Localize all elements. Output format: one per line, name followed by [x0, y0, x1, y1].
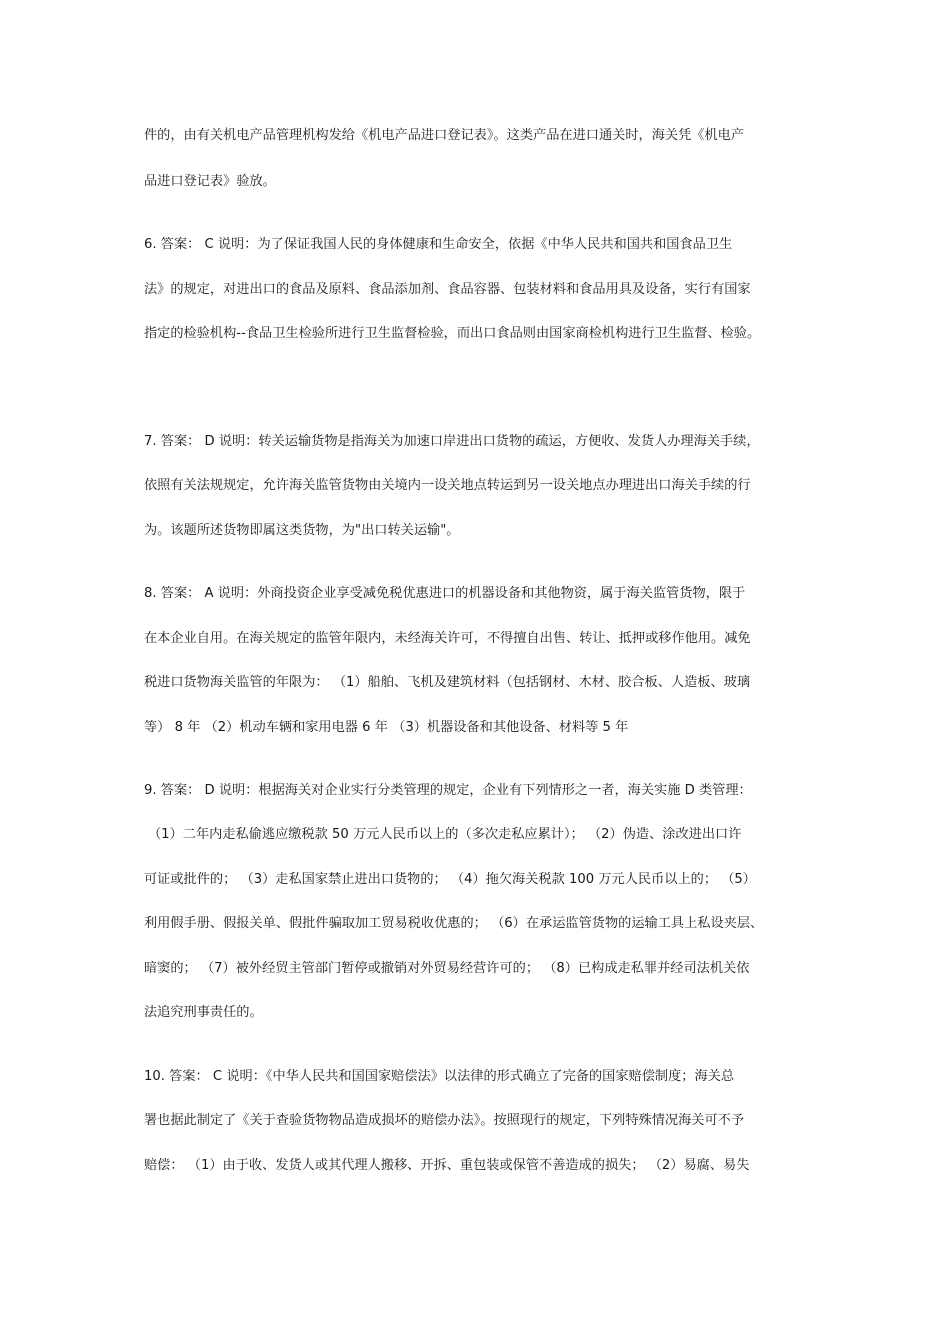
- text-line: 署也据此制定了《关于查验货物物品造成损坏的赔偿办法》。按照现行的规定，下列特殊情况海关可不予: [144, 1113, 745, 1128]
- text-line: 法追究刑事责任的。: [144, 1005, 263, 1020]
- text-line: 赔偿： （1）由于收、发货人或其代理人搬移、开拆、重包装或保管不善造成的损失； （2）易腐、易失: [144, 1158, 750, 1173]
- text-line: （1）二年内走私偷逃应缴税款 50 万元人民币以上的（多次走私应累计）； （2）伪造、涂改进出口许: [148, 827, 742, 842]
- text-line: 暗窦的； （7）被外经贸主管部门暂停或撤销对外贸易经营许可的； （8）已构成走私罪并经司法机关依: [144, 961, 750, 976]
- text-line: 件的，由有关机电产品管理机构发给《机电产品进口登记表》。这类产品在进口通关时，海关凭《机电产: [144, 128, 745, 143]
- text-line: 等） 8 年 （2）机动车辆和家用电器 6 年 （3）机器设备和其他设备、材料等 5 年: [144, 720, 629, 735]
- text-line: 为。该题所述货物即属这类货物，为"出口转关运输"。: [144, 523, 460, 538]
- text-line: 依照有关法规规定，允许海关监管货物由关境内一设关地点转运到另一设关地点办理进出口海关手续的行: [144, 478, 751, 493]
- text-line: 品进口登记表》验放。: [144, 174, 276, 189]
- text-line: 法》的规定，对进出口的食品及原料、食品添加剂、食品容器、包装材料和食品用具及设备，实行有国家: [144, 282, 751, 297]
- answer-10-line: 10. 答案： C 说明：《中华人民共和国国家赔偿法》以法律的形式确立了完备的国家赔偿制度；海关总: [144, 1069, 735, 1084]
- text-line: 利用假手册、假报关单、假批件骗取加工贸易税收优惠的； （6）在承运监管货物的运输工具上私设夹层、: [144, 916, 764, 931]
- answer-6-line: 6. 答案： C 说明：为了保证我国人民的身体健康和生命安全，依据《中华人民共和国共和国食品卫生: [144, 237, 733, 252]
- answer-7-line: 7. 答案： D 说明：转关运输货物是指海关为加速口岸进出口货物的疏运，方便收、发货人办理海关手续，: [144, 434, 760, 449]
- text-line: 指定的检验机构--食品卫生检验所进行卫生监督检验，而出口食品则由国家商检机构进行卫生监督、检验。: [144, 326, 761, 341]
- answer-9-line: 9. 答案： D 说明：根据海关对企业实行分类管理的规定，企业有下列情形之一者，海关实施 D 类管理：: [144, 783, 752, 798]
- answer-8-line: 8. 答案： A 说明：外商投资企业享受减免税优惠进口的机器设备和其他物资，属于海关监管货物，限于: [144, 586, 746, 601]
- text-line: 可证或批件的； （3）走私国家禁止进出口货物的； （4）拖欠海关税款 100 万元人民币以上的； （5）: [144, 872, 756, 887]
- text-line: 在本企业自用。在海关规定的监管年限内，未经海关许可，不得擅自出售、转让、抵押或移作他用。减免: [144, 631, 751, 646]
- text-line: 税进口货物海关监管的年限为： （1）船舶、飞机及建筑材料（包括钢材、木材、胶合板、人造板、玻璃: [144, 675, 751, 690]
